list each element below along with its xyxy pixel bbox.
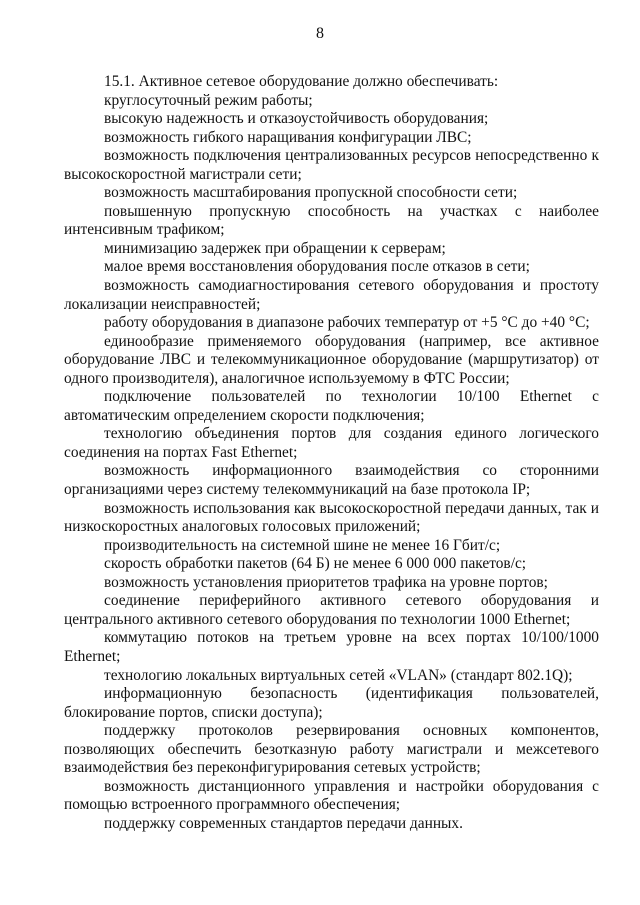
requirement-item: возможность установления приоритетов трафика на уровне портов; (104, 573, 548, 591)
requirement-item: возможность гибкого наращивания конфигурации ЛВС; (104, 128, 472, 146)
requirement-item: информационную безопасность (идентификация пользователей, блокирование портов, списки доступа); (64, 685, 599, 721)
requirement-item: технологию локальных виртуальных сетей «VLAN» (стандарт 802.1Q); (104, 666, 573, 684)
requirement-item: возможность дистанционного управления и настройки оборудования с помощью встроенного программного обеспечения; (64, 777, 599, 814)
requirement-item: соединение периферийного активного сетевого оборудования и центрального активного сетевого оборудования по технологии 1000 Ethernet; (64, 592, 599, 628)
requirement-item: малое время восстановления оборудования после отказов в сети; (104, 258, 530, 276)
requirement-item: высокую надежность и отказоустойчивость оборудования; (104, 110, 489, 128)
requirement-item: возможность информационного взаимодействия со сторонними организациями через систему телекоммуникаций на базе протокола IP; (64, 462, 599, 499)
requirement-item: возможность подключения централизованных ресурсов непосредственно к высокоскоростной магистрали сети; (64, 147, 599, 183)
requirement-item: минимизацию задержек при обращении к серверам; (104, 239, 446, 257)
requirement-item: возможность самодиагностирования сетевого оборудования и простоту локализации неисправностей; (64, 277, 599, 313)
requirement-item: поддержку современных стандартов передачи данных. (104, 814, 463, 832)
requirement-item: повышенную пропускную способность на участках с наиболее интенсивным трафиком; (64, 202, 599, 239)
requirement-item: подключение пользователей по технологии 10/100 Ethernet с автоматическим определением скорости подключения; (64, 388, 599, 424)
requirement-item: 15.1. Активное сетевое оборудование должно обеспечивать: (104, 73, 499, 90)
body-text (64, 73, 599, 833)
page-number: 8 (316, 25, 324, 42)
requirement-item: технологию объединения портов для создания единого логического соединения на портах Fast Ethernet; (64, 425, 599, 461)
requirement-item: производительность на системной шине не менее 16 Гбит/с; (104, 536, 501, 554)
requirement-item: поддержку протоколов резервирования основных компонентов, позволяющих обеспечить безотказную работу магистрали и межсетевого взаимодействия без переконфигурирования сетевых устройств; (64, 722, 599, 777)
requirement-item: коммутацию потоков на третьем уровне на всех портах 10/100/1000 Ethernet; (64, 629, 599, 665)
requirement-item: круглосуточный режим работы; (104, 91, 313, 109)
requirement-item: единообразие применяемого оборудования (например, все активное оборудование ЛВС и телекоммуникационное оборудование (маршрутизатор) от одного производителя), аналогичное используемому в ФТС России; (64, 332, 599, 387)
requirement-item: скорость обработки пакетов (64 Б) не менее 6 000 000 пакетов/с; (104, 555, 527, 573)
requirement-item: возможность масштабирования пропускной способности сети; (104, 184, 518, 202)
requirement-item: работу оборудования в диапазоне рабочих температур от +5 °С до +40 °С; (104, 314, 590, 332)
requirement-item: возможность использования как высокоскоростной передачи данных, так и низкоскоростных аналоговых голосовых приложений; (64, 499, 599, 536)
